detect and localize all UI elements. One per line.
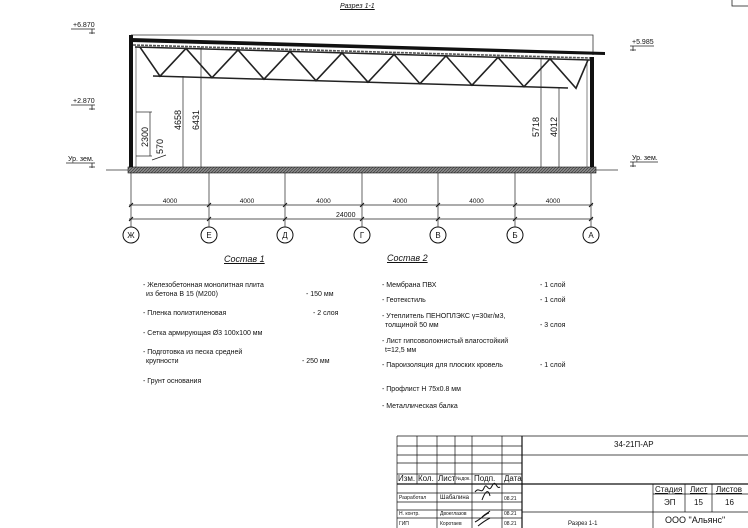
stamp-date-1: 08.21	[504, 496, 517, 502]
axis-label: Д	[282, 231, 288, 240]
sostav2-title: Состав 2	[387, 253, 428, 263]
layer-value: - 1 слой	[540, 362, 566, 369]
truss-top-chord	[135, 47, 590, 60]
layer-item: - Геотекстиль	[382, 297, 426, 304]
level-mid-left: +2.870	[73, 98, 95, 105]
layer-item: - Железобетонная монолитная плита	[143, 282, 264, 289]
stamp-header: №док.	[456, 476, 471, 482]
sostav1-title: Состав 1	[224, 254, 265, 264]
floor-slab	[128, 167, 596, 173]
layer-item: - Пленка полиэтиленовая	[143, 310, 227, 317]
stamp-header: Изм.	[398, 474, 416, 483]
dim-2300: 2300	[140, 126, 150, 147]
layer-value: - 1 слой	[540, 282, 566, 289]
stamp-role-3: ГИП	[399, 521, 409, 527]
signatures	[475, 483, 500, 526]
grid-axes	[123, 173, 599, 243]
layer-item: - Мембрана ПВХ	[382, 282, 437, 289]
drawing-code: 34-21П-АР	[614, 440, 654, 449]
stamp-role-2: Н. контр.	[399, 511, 420, 517]
stage-label: Стадия	[655, 485, 683, 494]
dim-570: 570	[155, 138, 165, 154]
level-top-right: +5.985	[632, 39, 654, 46]
stamp-role-1: Разработал	[399, 495, 427, 501]
sheet-label: Лист	[690, 485, 708, 494]
layer-value: - 3 слоя	[540, 322, 566, 329]
layer-item: - Профлист Н 75х0.8 мм	[382, 386, 461, 393]
layer-item: - Подготовка из песка средней	[143, 349, 243, 356]
layer-item-line2: крупности	[146, 358, 179, 365]
dim-4012: 4012	[549, 116, 559, 137]
stamp-name-2: Двоеглазов	[440, 511, 467, 517]
dim-4658: 4658	[173, 109, 183, 130]
stamp-header: Дата	[504, 474, 522, 483]
dim-span: 4000	[239, 198, 255, 205]
stage-value: ЭП	[664, 498, 676, 507]
level-ground-left: Ур. зем.	[68, 156, 94, 163]
layer-item: - Пароизоляция для плоских кровель	[382, 362, 503, 369]
sheets-label: Листов	[716, 485, 742, 494]
layer-item: - Утеплитель ПЕНОПЛЭКС γ=30кг/м3,	[382, 313, 506, 320]
axis-label: В	[435, 231, 441, 240]
truss-bottom-chord	[153, 76, 568, 88]
dim-span: 4000	[545, 198, 561, 205]
company-name: ООО "Альянс"	[665, 515, 726, 525]
dim-span: 4000	[469, 198, 484, 205]
layer-value: - 250 мм	[302, 358, 330, 365]
level-ground-right: Ур. зем.	[632, 155, 658, 162]
dim-total: 24000	[336, 212, 356, 219]
layer-value: - 2 слоя	[313, 310, 339, 317]
axis-label: Б	[512, 231, 518, 240]
dim-span: 4000	[392, 198, 408, 205]
stamp-header: Кол.	[418, 474, 434, 483]
axis-label: А	[588, 231, 594, 240]
level-top-left: +6.870	[73, 22, 95, 29]
layer-item: - Лист гипсоволокнистый влагостойкий	[382, 338, 509, 345]
sheet-title: Разрез 1-1	[568, 521, 598, 527]
dim-6431: 6431	[191, 109, 201, 130]
stamp-date-3: 08.21	[504, 521, 517, 527]
layer-item-line2: t=12,5 мм	[385, 347, 417, 354]
layer-item-line2: из бетона В 15 (М200)	[146, 291, 218, 298]
drawing-title: Разрез 1-1	[340, 3, 375, 10]
right-column	[590, 57, 594, 168]
layer-item: - Металлическая балка	[382, 403, 458, 410]
vertical-dimensions	[136, 47, 559, 167]
axis-label: Ж	[127, 231, 135, 240]
frame-corner	[732, 0, 748, 6]
stamp-header: Подп.	[474, 474, 496, 483]
sheets-value: 16	[725, 498, 734, 507]
layer-item: - Грунт основания	[143, 378, 202, 385]
layer-item: - Сетка армирующая Ø3 100х100 мм	[143, 330, 263, 337]
layer-value: - 1 слой	[540, 297, 566, 304]
left-column	[129, 35, 133, 168]
stamp-header: Лист	[438, 474, 456, 483]
dim-span: 4000	[316, 198, 331, 205]
layer-item-line2: толщиной 50 мм	[385, 322, 439, 329]
axis-label: Е	[206, 231, 212, 240]
sheet-value: 15	[694, 498, 703, 507]
dim-span: 4000	[162, 198, 178, 205]
layer-value: - 150 мм	[306, 291, 334, 298]
dim-5718: 5718	[531, 116, 541, 137]
stamp-date-2: 08.21	[504, 511, 517, 517]
axis-label: Г	[359, 231, 365, 240]
stamp-name-3: Коротаев	[440, 521, 462, 527]
stamp-name-1: Шабалина	[440, 495, 469, 501]
